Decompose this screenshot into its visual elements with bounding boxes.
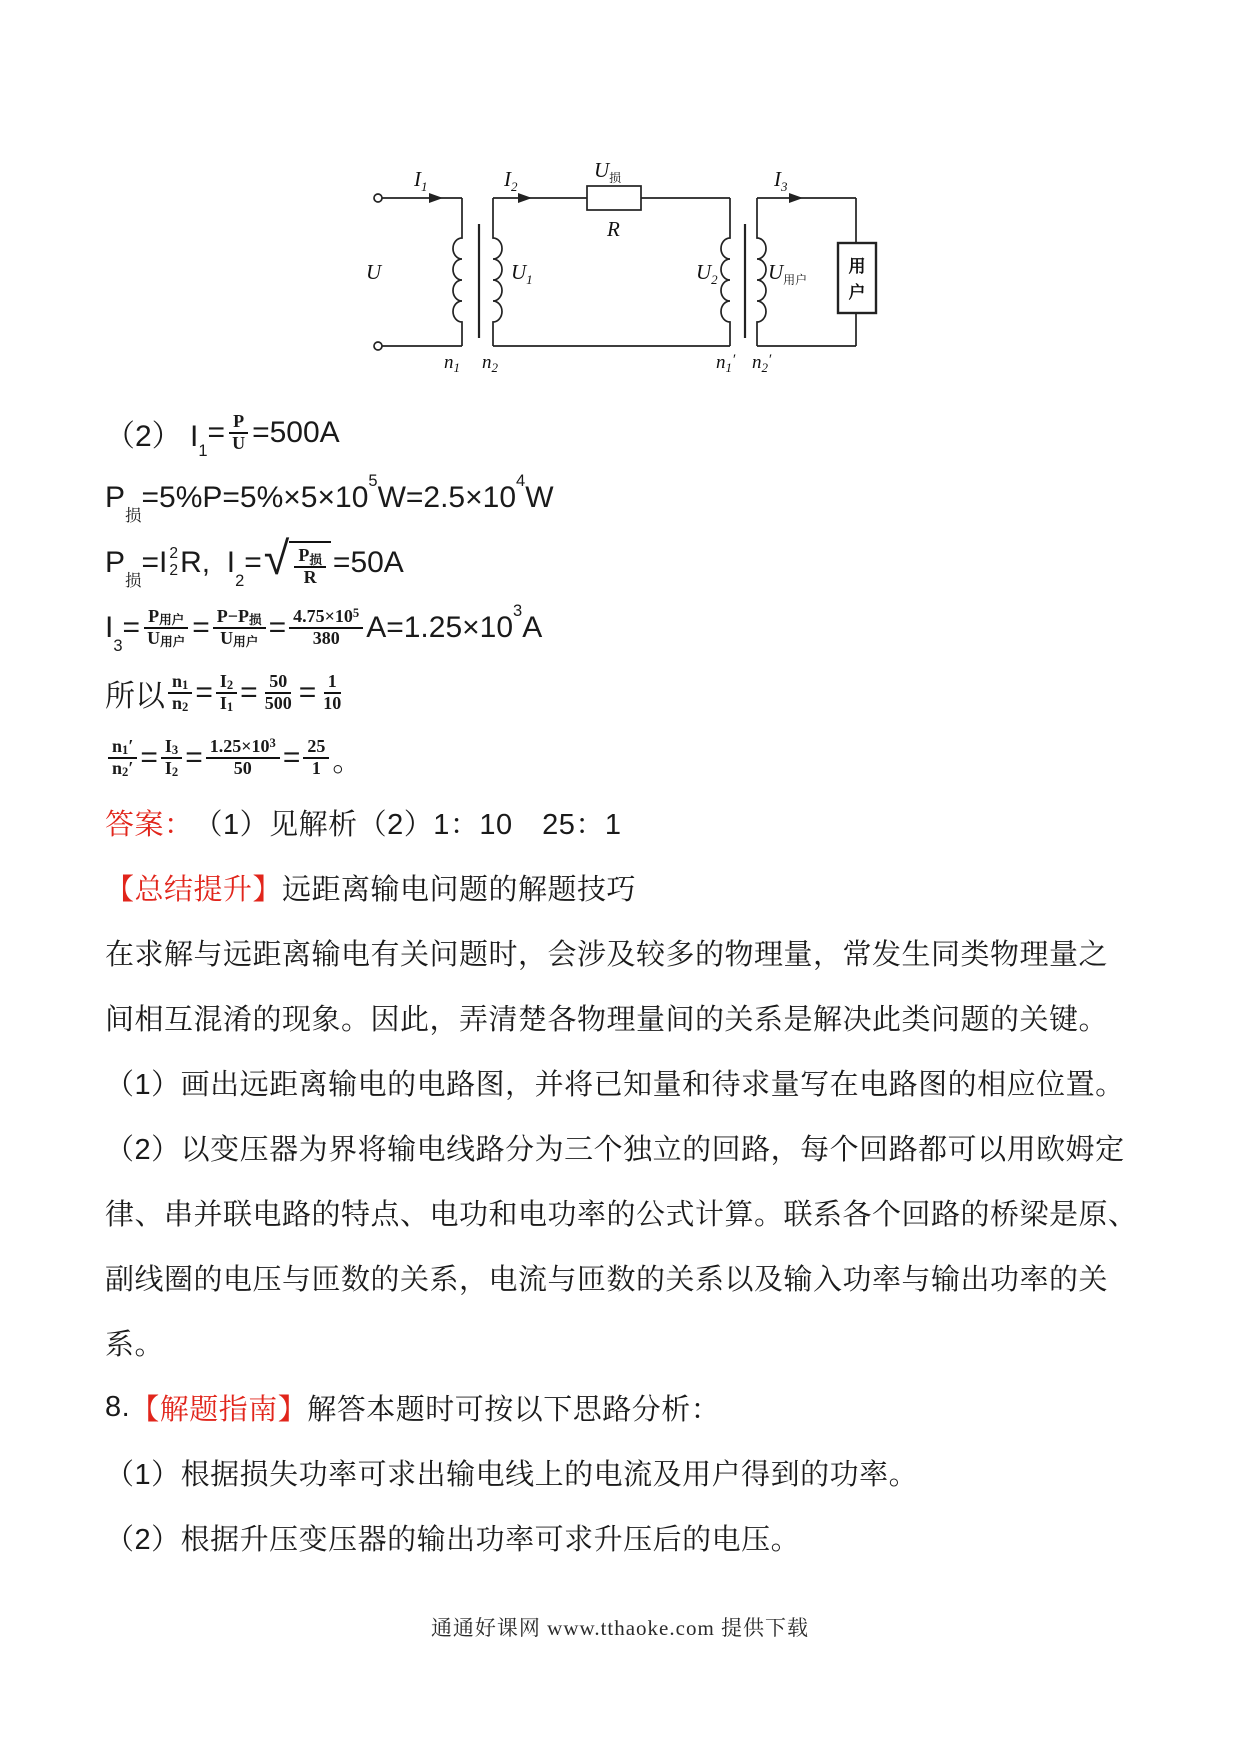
formula-segment: = — [268, 610, 287, 644]
formula-segment: ′ — [128, 735, 134, 756]
formula-segment: 损 — [125, 572, 142, 591]
t2-secondary-coil — [757, 198, 766, 346]
formula-segment: 2 — [235, 572, 245, 591]
formula-segment: =5%P=5%×5×10 — [141, 480, 369, 514]
formula-segment: 2 2 — [169, 545, 179, 579]
formula-segment: 5 — [368, 471, 378, 490]
formula-segment — [143, 607, 189, 649]
formula-segment: 2 — [226, 678, 234, 693]
t1-secondary-coil — [493, 198, 502, 346]
formula-segment: 3 — [171, 743, 179, 758]
summary-text-line — [105, 1245, 1140, 1310]
formula-segment — [303, 737, 329, 779]
formula-segment: 500 — [264, 692, 292, 713]
label-n1: $n_1$ — [444, 352, 460, 375]
formula-segment: = — [122, 610, 141, 644]
formula-segment — [206, 737, 280, 779]
label-n2-prime: $n_2'$ — [752, 352, 772, 375]
formula-segment: P−P — [216, 605, 250, 626]
formula-segment: 用户 — [159, 613, 185, 628]
text-run: 副线圈的电压与匝数的关系，电流与匝数的关系以及输入功率与输出功率的关 — [105, 1264, 1109, 1296]
t1-primary-coil — [453, 198, 462, 346]
formula-line-ratio-step-down — [105, 725, 1140, 790]
formula-segment: 损 — [309, 552, 322, 567]
formula-segment: A — [522, 610, 543, 644]
formula-line-i2 — [105, 530, 1140, 595]
formula-segment: = — [282, 740, 301, 774]
formula-segment: 380 — [312, 627, 340, 648]
formula-segment: （2） I — [105, 419, 199, 453]
label-u2: $U_2$ — [696, 260, 718, 287]
text-run: （2）根据升压变压器的输出功率可求升压后的电压。 — [105, 1524, 801, 1556]
answer-line — [105, 790, 1140, 855]
formula-segment: P — [148, 605, 160, 626]
formula-segment: I — [164, 735, 172, 756]
load-box-label-top: 用 — [848, 257, 866, 276]
formula-segment: n — [172, 692, 183, 713]
formula-segment: 1 — [182, 678, 189, 693]
red-label: 答案： — [105, 809, 194, 841]
formula-segment: 4 — [516, 471, 526, 490]
formula-segment: 2 — [122, 765, 129, 780]
formula-segment: 2 — [171, 765, 179, 780]
formula-segment: n — [112, 757, 123, 778]
formula-segment: = — [195, 675, 213, 709]
formula-segment: I — [219, 670, 227, 691]
formula-segment: I — [105, 610, 114, 644]
formula-segment — [213, 607, 266, 649]
formula-segment: 50 — [233, 757, 252, 778]
text-run: 律、串并联电路的特点、电功和电功率的公式计算。联系各个回路的桥梁是原、 — [105, 1199, 1138, 1231]
formula-segment: = — [298, 675, 317, 709]
formula-segment: 4.75×10 — [293, 605, 353, 626]
formula-segment: I — [219, 692, 227, 713]
formula-segment: 所以 — [105, 679, 165, 713]
formula-segment: W — [525, 480, 554, 514]
formula-segment: P — [105, 480, 126, 514]
formula-segment: 3 — [269, 736, 276, 751]
t2-primary-coil — [721, 198, 730, 346]
formula-segment: 25 — [307, 735, 326, 756]
formula-line-i3 — [105, 595, 1140, 660]
formula-segment: =50A — [332, 545, 404, 579]
formula-segment: A=1.25×10 — [366, 610, 514, 644]
red-label: 【解题指南】 — [130, 1394, 308, 1426]
label-u-loss: $U_损$ — [594, 158, 622, 185]
label-u1: $U_1$ — [511, 260, 533, 287]
content-column — [105, 400, 1140, 1570]
formula-segment: W=2.5×10 — [377, 480, 517, 514]
text-run: 系。 — [105, 1329, 165, 1361]
formula-segment: I — [164, 757, 172, 778]
formula-segment: = — [207, 415, 226, 449]
guide-step-1 — [105, 1440, 1140, 1505]
text-run: （1）根据损失功率可求出输电线上的电流及用户得到的功率。 — [105, 1459, 919, 1491]
summary-point-2 — [105, 1115, 1140, 1180]
formula-segment: U — [232, 432, 246, 453]
formula-segment — [168, 672, 192, 714]
label-i2: $I_2$ — [504, 167, 518, 194]
formula-segment: 1 — [327, 670, 337, 691]
i1-arrow-icon — [429, 193, 443, 203]
text-run: 间相互混淆的现象。因此，弄清楚各物理量间的关系是解决此类问题的关键。 — [105, 1004, 1109, 1036]
text-run: （1）画出远距离输电的电路图，并将已知量和待求量写在电路图的相应位置。 — [105, 1069, 1125, 1101]
label-u-user: $U_{用户}$ — [768, 260, 808, 287]
formula-segment: U — [220, 627, 234, 648]
label-n1-prime: $n_1'$ — [716, 352, 736, 375]
problem-8-heading — [105, 1375, 1140, 1440]
formula-segment: = — [192, 610, 210, 644]
formula-segment: =I — [141, 545, 168, 579]
formula-segment: 损 — [125, 507, 142, 526]
formula-segment: 用户 — [160, 635, 186, 650]
formula-segment: 1.25×10 — [209, 735, 270, 756]
formula-segment: 2 — [182, 700, 189, 715]
formula-segment: 1 — [226, 700, 234, 715]
guide-step-2 — [105, 1505, 1140, 1570]
formula-segment: = — [244, 545, 262, 579]
load-box — [838, 243, 876, 313]
formula-segment: = — [185, 740, 203, 774]
formula-segment: √ $\frac{\text{P损}}{R}$ — [264, 537, 331, 588]
summary-text-line — [105, 1310, 1140, 1375]
formula-segment: 1 — [311, 757, 321, 778]
formula-line-i1 — [105, 400, 1140, 465]
formula-line-ratio-step-up — [105, 660, 1140, 725]
formula-segment: = — [240, 675, 258, 709]
text-run: （1）见解析（2）1：10 25：1 — [193, 809, 622, 841]
formula-segment: 。 — [332, 744, 363, 778]
formula-segment: = — [140, 740, 158, 774]
formula-line-power-loss — [105, 465, 1140, 530]
formula-segment: R, I — [180, 545, 236, 579]
text-run: （2）以变压器为界将输电线路分为三个独立的回路，每个回路都可以用欧姆定 — [105, 1134, 1125, 1166]
text-run: 在求解与远距离输电有关问题时，会涉及较多的物理量，常发生同类物理量之 — [105, 939, 1109, 971]
formula-segment: =500A — [252, 415, 340, 449]
label-i3: $I_3$ — [774, 167, 788, 194]
i3-arrow-icon — [789, 193, 803, 203]
text-run: 解答本题时可按以下思路分析： — [307, 1394, 721, 1426]
summary-text-line — [105, 920, 1140, 985]
formula-segment: 1 — [122, 743, 129, 758]
summary-text-line — [105, 1180, 1140, 1245]
label-i1: $I_1$ — [414, 167, 428, 194]
line-resistor — [587, 186, 641, 210]
formula-segment — [108, 737, 137, 779]
label-r: R — [607, 217, 620, 241]
circuit-diagram — [330, 148, 890, 388]
formula-segment: n — [112, 735, 123, 756]
terminal-bottom — [374, 342, 382, 350]
formula-segment — [289, 607, 363, 649]
i2-arrow-icon — [518, 193, 532, 203]
label-n2: $n_2$ — [482, 352, 498, 375]
formula-segment: n — [172, 670, 183, 691]
formula-segment: P — [105, 545, 126, 579]
formula-segment — [261, 672, 296, 714]
formula-segment — [161, 737, 182, 779]
footer-text: 通通好课网 www.tthaoke.com 提供下载 — [430, 1616, 810, 1640]
terminal-top — [374, 194, 382, 202]
formula-segment: 3 — [513, 601, 523, 620]
summary-point-1 — [105, 1050, 1140, 1115]
summary-heading — [105, 855, 1140, 920]
formula-segment: U — [147, 627, 161, 648]
text-run: 8. — [105, 1391, 131, 1423]
formula-segment: ′ — [128, 757, 134, 778]
formula-segment: 损 — [249, 613, 262, 628]
formula-segment: 50 — [269, 670, 288, 691]
formula-segment: 用户 — [233, 635, 259, 650]
summary-text-line — [105, 985, 1140, 1050]
formula-segment: 1 — [198, 442, 208, 461]
formula-segment — [216, 672, 237, 714]
red-label: 【总结提升】 — [105, 874, 283, 906]
label-u: U — [366, 260, 382, 284]
formula-segment: P — [233, 410, 245, 431]
formula-segment: R — [303, 567, 317, 587]
formula-segment: P — [298, 545, 310, 566]
formula-segment: 3 — [113, 637, 123, 656]
transformer-circuit-svg — [330, 148, 890, 388]
formula-segment — [228, 412, 249, 454]
load-box-label-bottom: 户 — [848, 283, 866, 302]
formula-segment: 5 — [352, 606, 360, 621]
text-run: 远距离输电问题的解题技巧 — [282, 874, 637, 906]
formula-segment: 10 — [323, 692, 342, 713]
formula-segment — [319, 672, 345, 714]
